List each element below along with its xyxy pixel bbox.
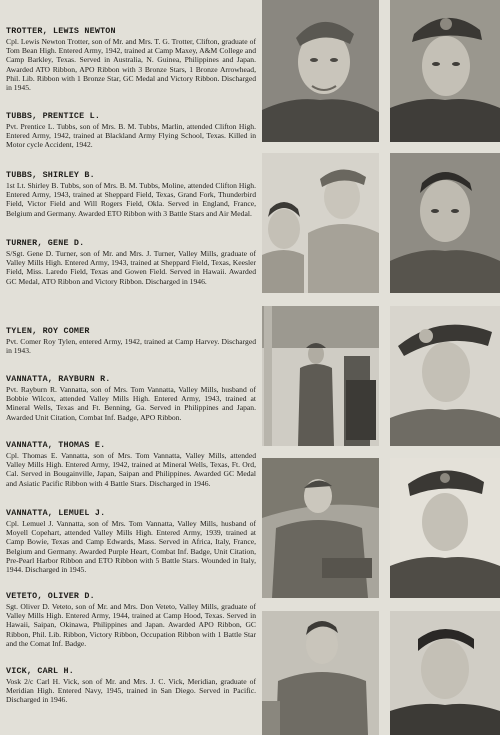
entry-name: VICK, CARL H. (6, 666, 74, 676)
entry-turner (6, 238, 256, 286)
entry-name: TUBBS, SHIRLEY B. (6, 170, 95, 180)
entry-name: TYLEN, ROY COMER (6, 326, 90, 336)
turner-photo (390, 153, 500, 293)
vannatta-lemuel-photo (390, 458, 500, 598)
entry-name: VANNATTA, THOMAS E. (6, 440, 106, 450)
entry-name: VANNATTA, LEMUEL J. (6, 508, 106, 518)
entry-text: Vosk 2/c Carl H. Vick, son of Mr. and Mrs. J. C. Vick, Meridian, graduate of Meridian High. Entered Navy, 1945, trained in San Diego. Served in Pacific. Discharged in 1946. (6, 677, 256, 705)
entry-name: VANNATTA, RAYBURN R. (6, 374, 111, 384)
entry-name: TURNER, GENE D. (6, 238, 85, 248)
entry-text: Pvt. Prentice L. Tubbs, son of Mrs. B. M. Tubbs, Marlin, attended Clifton High. Entered Army, 1942, trained at Blackland Army Flying School, Texas. Killed in Motor cycle Accident, 1942. (6, 122, 256, 150)
entry-tylen (6, 326, 256, 355)
entry-text: 1st Lt. Shirley B. Tubbs, son of Mrs. B. M. Tubbs, Moline, attended Clifton High. Entered Army, 1943, trained at Sheppard Field, Texas, Grand Fork, Thunderbird Field, Victor Field and Will Rogers Field, Okla. Served in England, France, Belgium and Germany. Awarded ETO Ribbon with 3 Battle Stars and Air Medal. (6, 181, 256, 218)
entry-vick (6, 666, 256, 705)
entry-text: Pvt. Comer Roy Tylen, entered Army, 1942, trained at Camp Harvey. Discharged in 1943. (6, 337, 256, 356)
entry-tubbs-prentice (6, 111, 256, 150)
vannatta-thomas-photo (262, 458, 379, 598)
entry-text: Pvt. Rayburn R. Vannatta, son of Mrs. Tom Vannatta, Valley Mills, husband of Bobbie Wilcox, attended Valley Mills High. Entered Army, 1943, trained at Mineral Wells, Texas and Ft. Benning, Ga. Served in Philippines and Japan. Awarded Unit Citation, Combat Inf. Badge, APO Ribbon. (6, 385, 256, 422)
entry-name: TUBBS, PRENTICE L. (6, 111, 101, 121)
entry-name: VETETO, OLIVER D. (6, 591, 95, 601)
entry-text: Cpl. Lewis Newton Trotter, son of Mr. and Mrs. T. G. Trotter, Clifton, graduate of Tom Bean High. Entered Army, 1942, trained at Camp Maxey, A&M College and Camp Barkley, Texas. Served in Australia, N. Guinea, Philippines and Japan. Awarded ATO Ribbon, APO Ribbon with 3 Bronze Stars, 1 Bronze Arrowhead, Phil. Lib. Ribbon with 1 Bronze Star, GC Medal and Victory Ribbon. Discharged in 1945. (6, 37, 256, 93)
entry-text: Sgt. Oliver D. Veteto, son of Mr. and Mrs. Don Veteto, Valley Mills, graduate of Valley Mills High. Entered Army, 1944, trained at Camp Hood, Texas. Served in Hawaii, Saipan, Okinawa, Philippines and Japan. Awarded APO Ribbon, GC Ribbon, Phil. Lib. Ribbon, Victory Ribbon, Occupation Ribbon with 1 Battle Star and the Comat Inf. Badge. (6, 602, 256, 648)
trotter-photo (262, 0, 379, 142)
entry-tubbs-shirley (6, 170, 256, 218)
entry-vannatta-rayburn (6, 374, 256, 422)
entry-text: Cpl. Lemuel J. Vannatta, son of Mrs. Tom Vannatta, Valley Mills, husband of Moyell Copehart, attended Valley Mills High. Entered Army, 1939, trained at Camp Bowie, Texas and Camp Edwards, Mass. Served in Africa, Italy, France, Belgium and Germany. Awarded Purple Heart, Combat Inf. Badge, Unit Citation, Pre-Pearl Harbor Ribbon and ETO Ribbon with 5 Battle Stars. Wounded in Italy, 1944. Discharged in 1945. (6, 519, 256, 575)
entry-vannatta-thomas (6, 440, 256, 488)
vannatta-rayburn-photo (390, 306, 500, 446)
veteto-photo (262, 611, 379, 735)
entry-text: Cpl. Thomas E. Vannatta, son of Mrs. Tom Vannatta, Valley Mills, attended Valley Mills High. Entered Army, 1942, trained at Mineral Wells, Texas, Ft. Ord, Cal. Served in Bougainville, Japan, Saipan and Philippines. Awarded GC Medal and Asiatic Pacific Ribbon with 4 Battle Stars. Discharged in 1946. (6, 451, 256, 488)
entry-trotter (6, 26, 256, 92)
entry-veteto (6, 591, 256, 648)
tylen-photo (262, 306, 379, 446)
tubbs-prentice-photo (390, 0, 500, 142)
tubbs-shirley-photo (262, 153, 379, 293)
entry-vannatta-lemuel (6, 508, 256, 574)
entry-text: S/Sgt. Gene D. Turner, son of Mr. and Mrs. J. Turner, Valley Mills, graduate of Valley Mills High. Entered Army, 1943, trained at Sheppard Field, Texas, Keesler Field, Miss. Laredo Field, Texas and Gowen Field. Served in Hawaii. Awarded GC Medal, ATO Ribbon and Victory Ribbon. Discharged in 1946. (6, 249, 256, 286)
entry-name: TROTTER, LEWIS NEWTON (6, 26, 116, 36)
vick-photo (390, 611, 500, 735)
